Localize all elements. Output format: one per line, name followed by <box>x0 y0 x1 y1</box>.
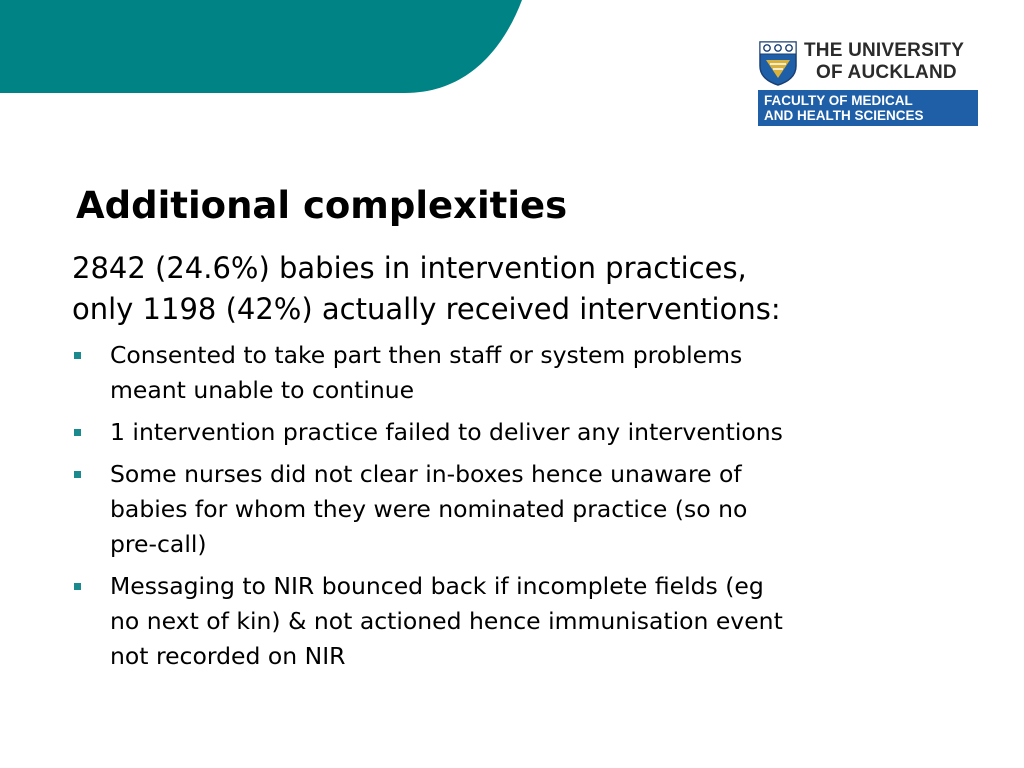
bullet-line: 1 intervention practice failed to deliver any interventions <box>110 418 783 446</box>
bullet-item <box>72 457 972 562</box>
bullet-text <box>110 415 972 450</box>
university-name-line2: OF AUCKLAND <box>816 62 957 83</box>
university-name-line1: THE UNIVERSITY <box>804 40 965 61</box>
square-bullet-icon <box>74 583 81 590</box>
bullet-line: meant unable to continue <box>110 376 415 404</box>
faculty-name-line2: AND HEALTH SCIENCES <box>764 108 924 123</box>
university-crest-icon <box>758 40 798 86</box>
intro-line-2: only 1198 (42%) actually received interventions: <box>72 292 781 326</box>
faculty-name-line1: FACULTY OF MEDICAL <box>764 93 913 108</box>
slide-title: Additional complexities <box>76 184 568 227</box>
university-name <box>804 40 982 84</box>
square-bullet-icon <box>74 429 81 436</box>
bullet-line: not recorded on NIR <box>110 642 346 670</box>
square-bullet-icon <box>74 471 81 478</box>
intro-paragraph <box>72 248 972 330</box>
bullet-list <box>72 338 972 681</box>
bullet-text <box>110 569 972 674</box>
faculty-band <box>758 90 978 126</box>
bullet-text <box>110 338 972 408</box>
bullet-item <box>72 569 972 674</box>
bullet-line: babies for whom they were nominated practice (so no <box>110 495 748 523</box>
teal-header-banner <box>0 0 540 96</box>
bullet-line: Messaging to NIR bounced back if incomplete fields (eg <box>110 572 764 600</box>
intro-line-1: 2842 (24.6%) babies in intervention practices, <box>72 251 747 285</box>
bullet-line: no next of kin) & not actioned hence immunisation event <box>110 607 783 635</box>
square-bullet-icon <box>74 352 81 359</box>
bullet-item <box>72 338 972 408</box>
bullet-line: pre-call) <box>110 530 207 558</box>
university-logo <box>758 40 982 126</box>
bullet-line: Consented to take part then staff or system problems <box>110 341 743 369</box>
bullet-item <box>72 415 972 450</box>
bullet-text <box>110 457 972 562</box>
bullet-line: Some nurses did not clear in-boxes hence unaware of <box>110 460 742 488</box>
